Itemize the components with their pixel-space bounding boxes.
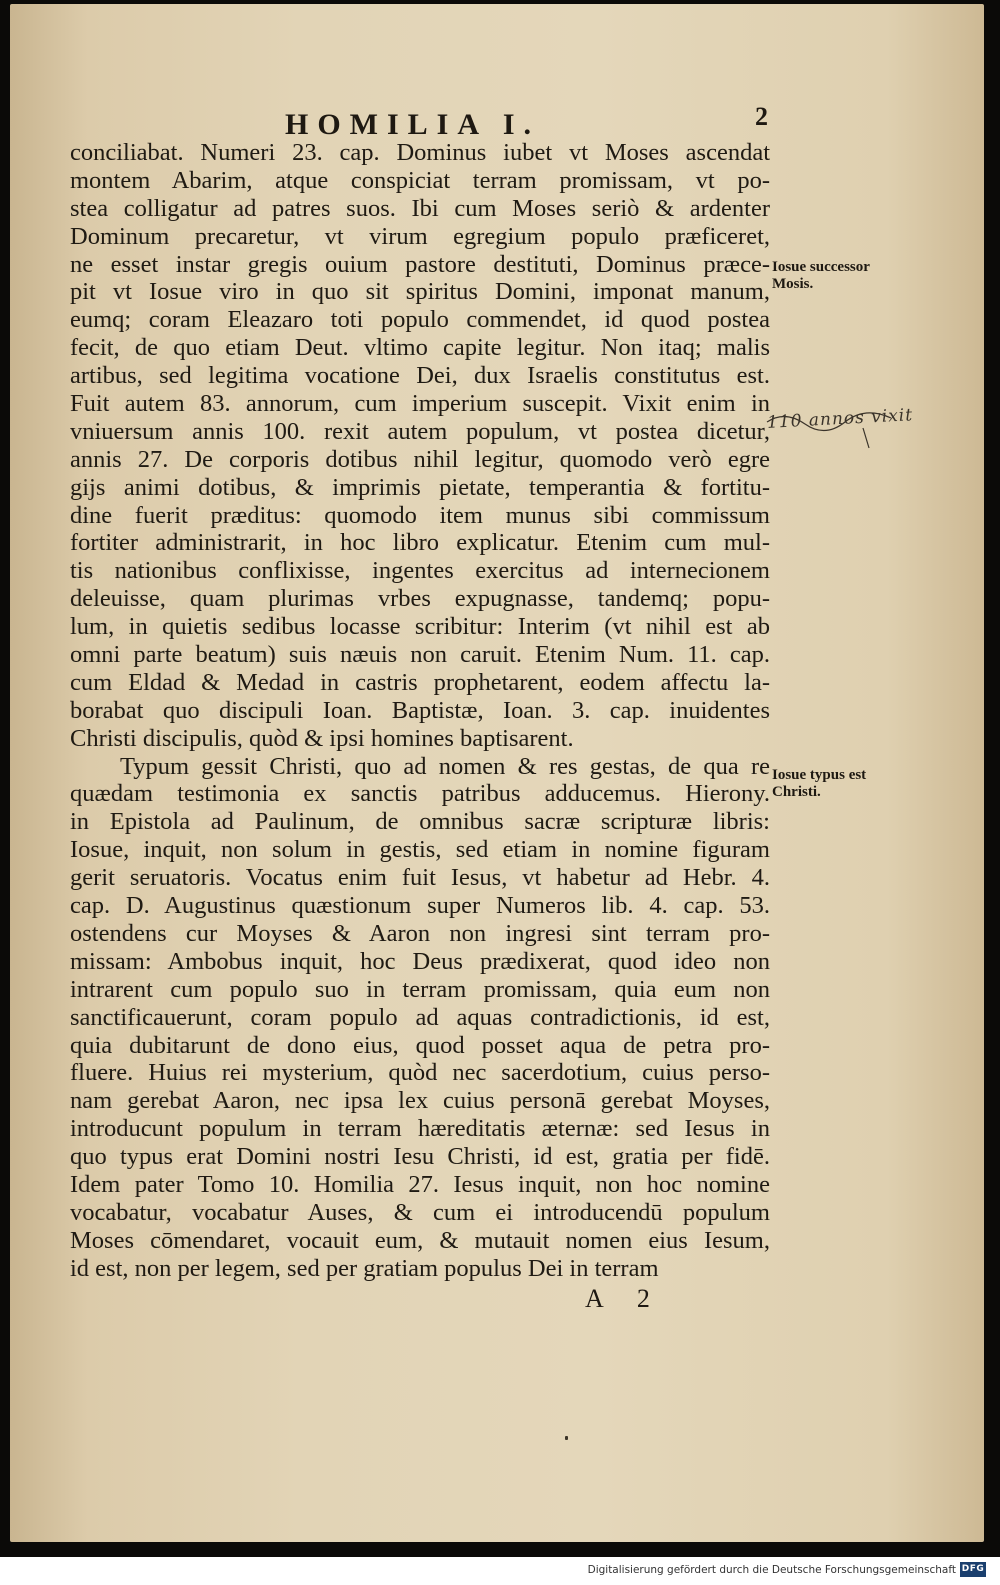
text-line: Dominum precaretur, vt virum egregium populo præficeret,	[70, 222, 770, 250]
text-line: sanctificauerunt, coram populo ad aquas contradictionis, id est,	[70, 1003, 770, 1031]
text-line: nam gerebat Aaron, nec ipsa lex cuius personā gerebat Moyses,	[70, 1087, 770, 1115]
text-line: gerit seruatoris. Vocatus enim fuit Iesus, vt habetur ad Hebr. 4.	[70, 864, 770, 892]
text-line: in Epistola ad Paulinum, de omnibus sacræ scripturæ libris:	[70, 808, 770, 836]
text-line: intrarent cum populo suo in terram promissam, quia eum non	[70, 975, 770, 1003]
text-line: quo typus erat Domini nostri Iesu Christi, id est, gratia per fidē.	[70, 1143, 770, 1171]
text-line: annis 27. De corporis dotibus nihil legitur, quomodo verò egre	[70, 445, 770, 473]
running-head: HOMILIA I.	[285, 108, 541, 141]
text-line: vniuersum annis 100. rexit autem populum, vt postea dicetur,	[70, 417, 770, 445]
text-line: fecit, de quo etiam Deut. vltimo capite legitur. Non itaq; malis	[70, 334, 770, 362]
text-line: omni parte beatum) suis næuis non caruit. Etenim Num. 11. cap.	[70, 641, 770, 669]
text-line: dine fuerit præditus: quomodo item munus sibi commissum	[70, 501, 770, 529]
text-line: fluere. Huius rei mysterium, quòd nec sacerdotium, cuius perso-	[70, 1059, 770, 1087]
book-page	[10, 4, 984, 1542]
text-line: Moses cōmendaret, vocauit eum, & mutauit nomen eius Iesum,	[70, 1226, 770, 1254]
text-line: artibus, sed legitima vocatione Dei, dux Israelis constitutus est.	[70, 362, 770, 390]
text-line: fortiter administrarit, in hoc libro explicatur. Etenim cum mul-	[70, 529, 770, 557]
footer-bar	[0, 1557, 1000, 1585]
text-line: quia dubitarunt de dono eius, quod posset aqua de petra pro-	[70, 1031, 770, 1059]
text-line: Idem pater Tomo 10. Homilia 27. Iesus inquit, non hoc nomine	[70, 1170, 770, 1198]
handwritten-annotation: 110 annos vixit	[766, 405, 914, 433]
text-line: montem Abarim, atque conspiciat terram promissam, vt po-	[70, 166, 770, 194]
body-text	[70, 139, 770, 1283]
text-line: cap. D. Augustinus quæstionum super Numeros lib. 4. cap. 53.	[70, 892, 770, 920]
ink-speck	[565, 1436, 568, 1440]
text-line: conciliabat. Numeri 23. cap. Dominus iubet vt Moses ascendat	[70, 139, 770, 166]
text-line: gijs animi dotibus, & imprimis pietate, temperantia & fortitu-	[70, 473, 770, 501]
text-line: tis nationibus conflixisse, ingentes exercitus ad internecionem	[70, 557, 770, 585]
footer-credit: Digitalisierung gefördert durch die Deutsche Forschungsgemeinschaft	[587, 1564, 956, 1576]
text-line: quædam testimonia ex sanctis patribus adducemus. Hierony.	[70, 780, 770, 808]
text-line: borabat quo discipuli Ioan. Baptistæ, Ioan. 3. cap. inuidentes	[70, 696, 770, 724]
text-line: Christi discipulis, quòd & ipsi homines baptisarent.	[70, 724, 574, 752]
text-line: introducunt populum in terram hæreditatis æternæ: sed Iesus in	[70, 1115, 770, 1143]
text-line: ostendens cur Moyses & Aaron non ingresi sint terram pro-	[70, 919, 770, 947]
margin-note-typus: Iosue typus est Christi.	[772, 767, 867, 800]
text-line: id est, non per legem, sed per gratiam populus Dei in terram	[70, 1254, 659, 1282]
signature-mark: A 2	[585, 1284, 664, 1313]
text-line: eumq; coram Eleazaro toti populo commendet, id quod postea	[70, 306, 770, 334]
text-line: missam: Ambobus inquit, hoc Deus prædixerat, quod ideo non	[70, 947, 770, 975]
text-line: vocabatur, vocabatur Auses, & cum ei introducendū populum	[70, 1198, 770, 1226]
text-line: Typum gessit Christi, quo ad nomen & res gestas, de qua re	[120, 752, 770, 780]
text-line: pit vt Iosue viro in quo sit spiritus Domini, imponat manum,	[70, 278, 770, 306]
margin-note-successor: Iosue successor Mosis.	[772, 259, 870, 292]
page-number: 2	[755, 102, 768, 131]
text-line: lum, in quietis sedibus locasse scribitur: Interim (vt nihil est ab	[70, 613, 770, 641]
text-line: stea colligatur ad patres suos. Ibi cum Moses seriò & ardenter	[70, 194, 770, 222]
text-line: ne esset instar gregis ouium pastore destituti, Dominus præce-	[70, 250, 770, 278]
text-line: Iosue, inquit, non solum in gestis, sed etiam in nomine figuram	[70, 836, 770, 864]
text-line: cum Eldad & Medad in castris prophetarent, eodem affectu la-	[70, 668, 770, 696]
text-line: Fuit autem 83. annorum, cum imperium suscepit. Vixit enim in	[70, 390, 770, 418]
dfg-logo-icon: DFG	[960, 1562, 986, 1577]
text-line: deleuisse, quam plurimas vrbes expugnasse, tandemq; popu-	[70, 585, 770, 613]
